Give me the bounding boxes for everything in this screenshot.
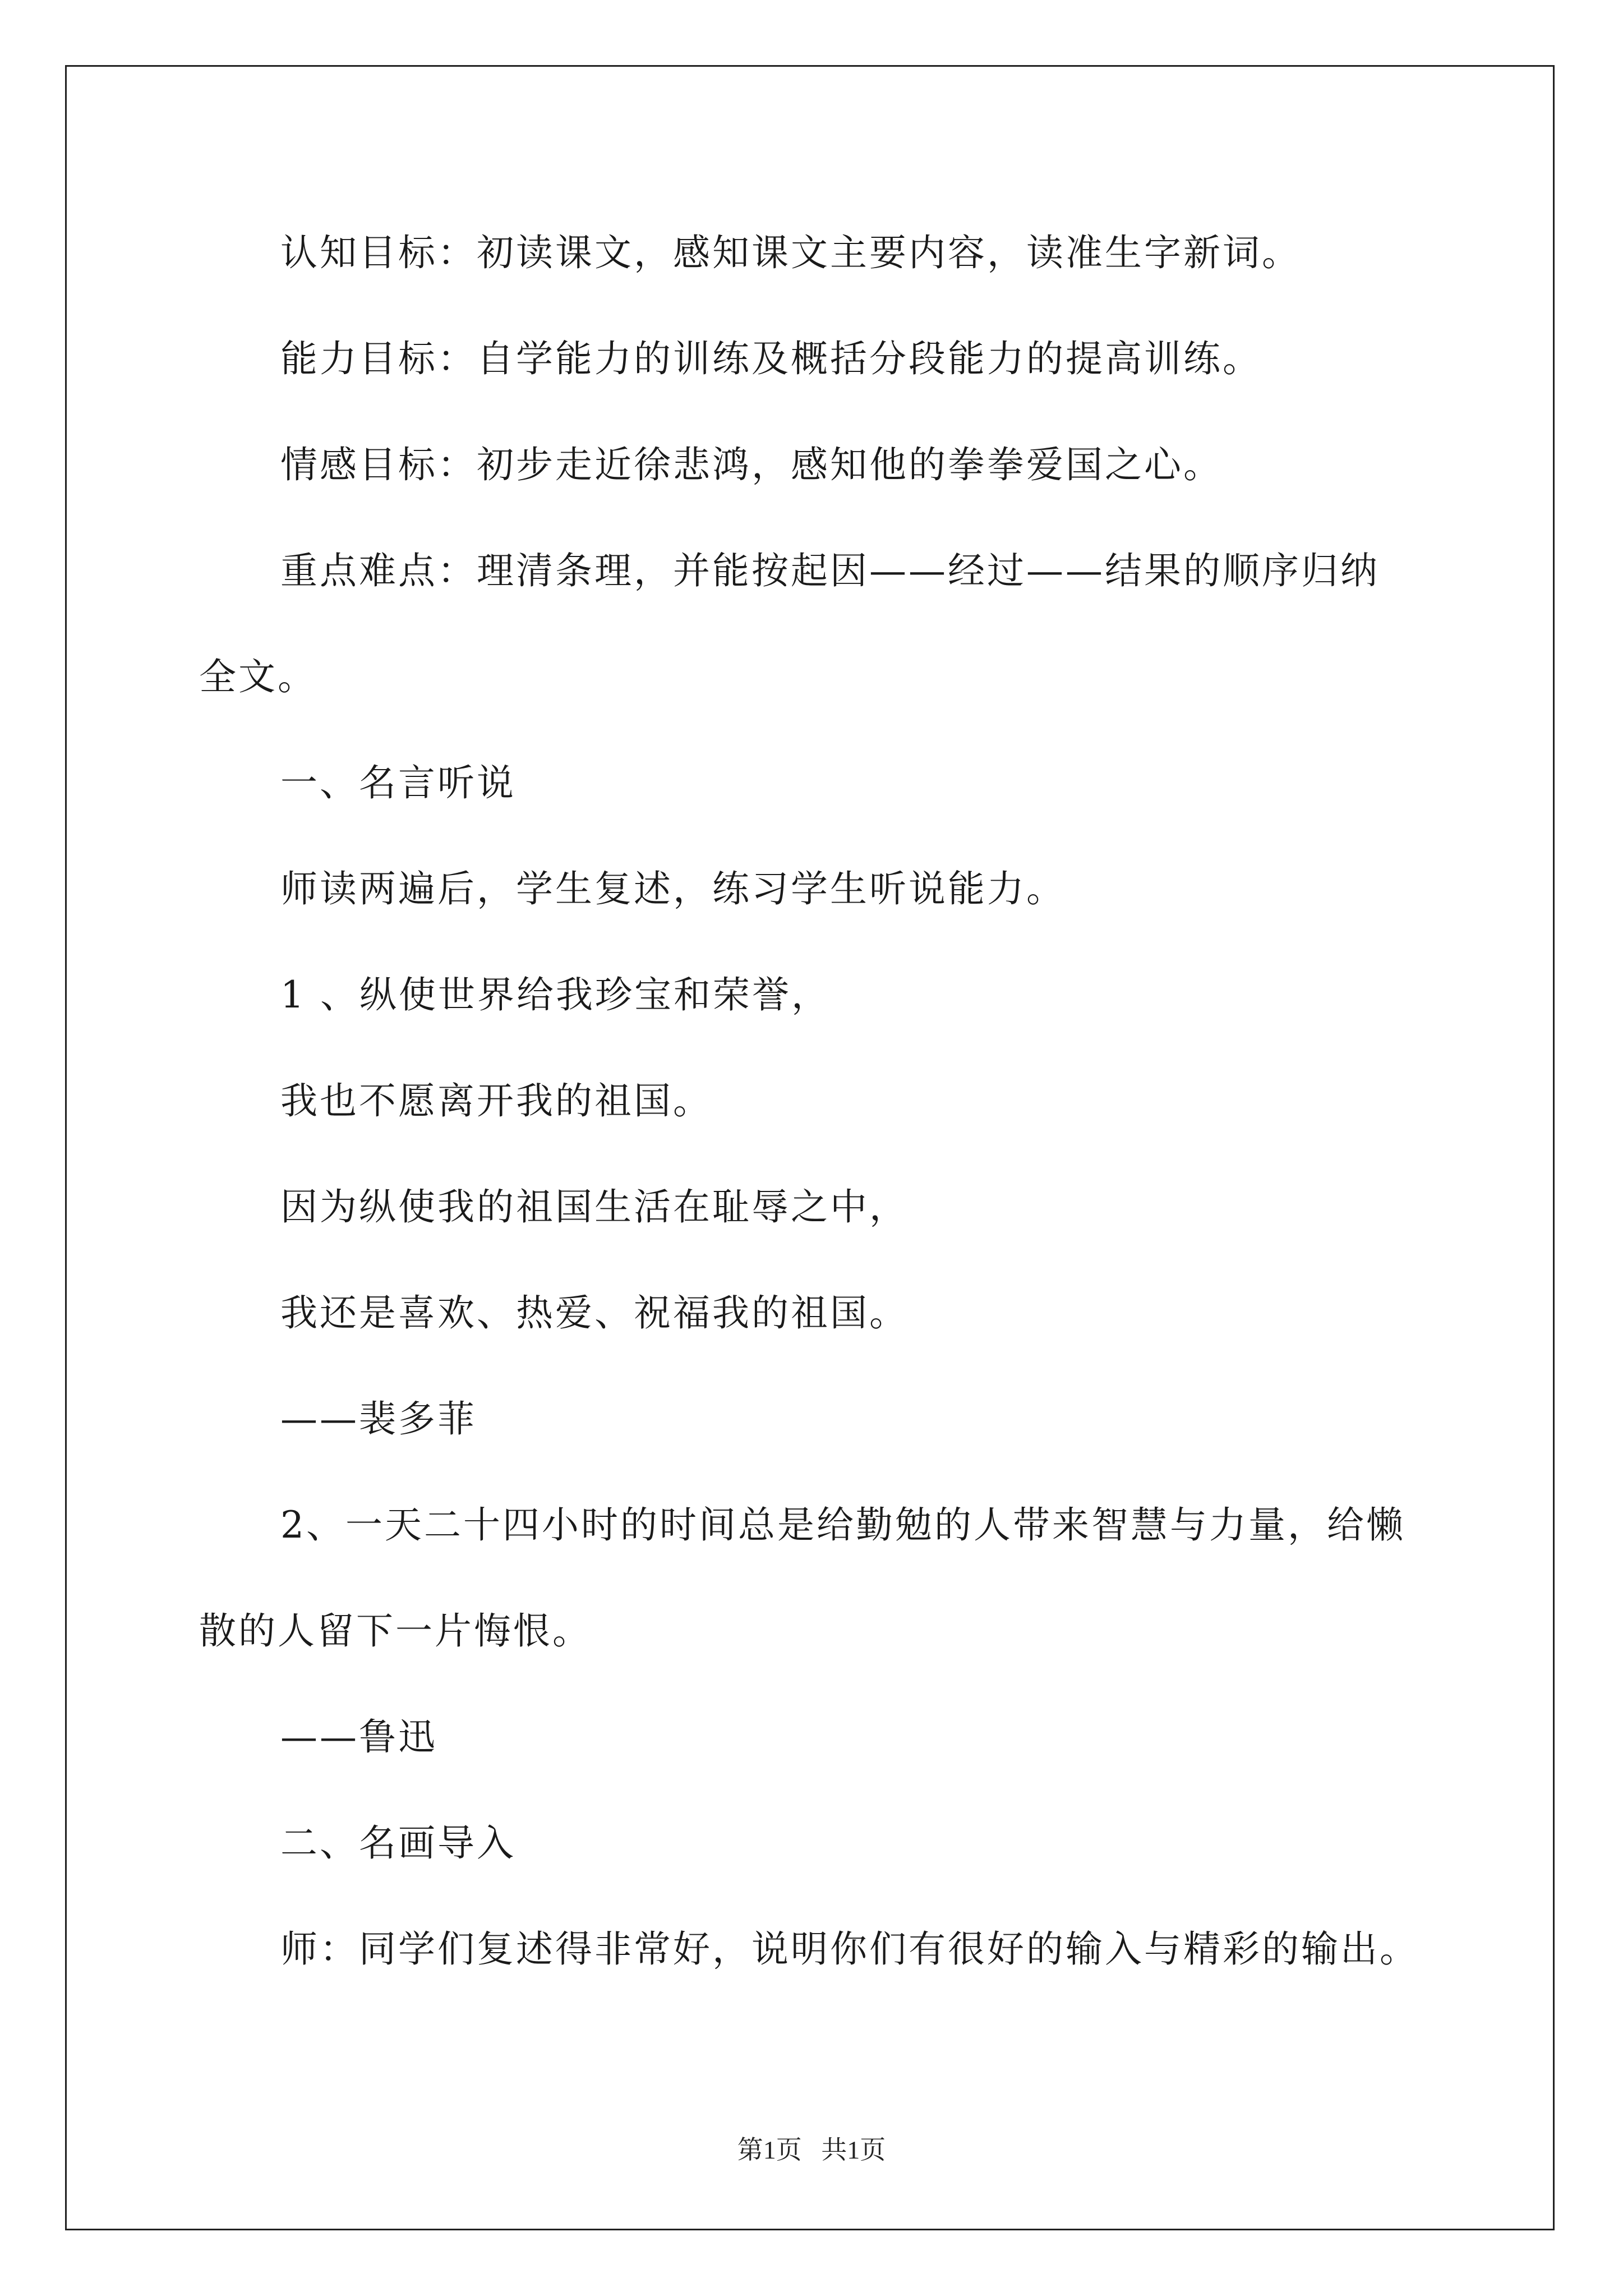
section-heading-1: 一、名言听说 xyxy=(280,761,516,804)
key-difficulty-cont: 全文。 xyxy=(199,655,317,698)
objective-emotion: 情感目标：初步走近徐悲鸿，感知他的拳拳爱国之心。 xyxy=(280,443,1223,486)
objective-cognitive: 认知目标：初读课文，感知课文主要内容，读准生字新词。 xyxy=(280,231,1301,274)
page-number: 第1页 共1页 xyxy=(737,2136,886,2164)
quote-2-author: ——鲁迅 xyxy=(280,1715,437,1759)
quote-1-line-3: 因为纵使我的祖国生活在耻辱之中， xyxy=(280,1185,909,1228)
quote-2-line-2: 散的人留下一片悔恨。 xyxy=(199,1609,592,1653)
quote-1-line-2: 我也不愿离开我的祖国。 xyxy=(280,1079,712,1122)
quote-1-line-4: 我还是喜欢、热爱、祝福我的祖国。 xyxy=(280,1291,909,1335)
key-difficulty: 重点难点：理清条理，并能按起因——经过——结果的顺序归纳 xyxy=(280,549,1380,592)
instruction-text: 师读两遍后，学生复述，练习学生听说能力。 xyxy=(280,867,1066,910)
teacher-remark: 师：同学们复述得非常好，说明你们有很好的输入与精彩的输出。 xyxy=(280,1927,1419,1971)
quote-1-line-1: 1 、纵使世界给我珍宝和荣誉， xyxy=(280,973,831,1016)
quote-1-author: ——裴多菲 xyxy=(280,1397,477,1441)
quote-2-line-1: 2、一天二十四小时的时间总是给勤勉的人带来智慧与力量，给懒 xyxy=(280,1503,1405,1547)
section-heading-2: 二、名画导入 xyxy=(280,1821,516,1865)
page-border xyxy=(65,65,1555,2230)
objective-ability: 能力目标：自学能力的训练及概括分段能力的提高训练。 xyxy=(280,337,1262,380)
